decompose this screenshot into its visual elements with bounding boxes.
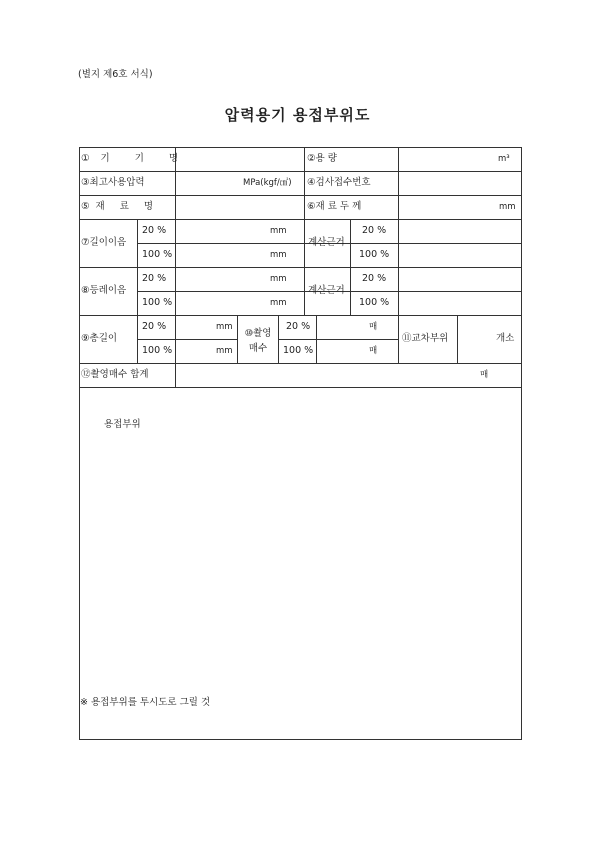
total-length-20-unit: mm bbox=[216, 322, 233, 332]
table-rule bbox=[175, 363, 176, 387]
max-pressure-label: ③최고사용압력 bbox=[81, 177, 145, 188]
table-rule bbox=[79, 147, 522, 148]
page-title: 압력용기 용접부위도 bbox=[224, 106, 371, 124]
longitudinal-joint-label: ⑦길이이음 bbox=[81, 237, 127, 248]
circumferential-100-unit: mm bbox=[270, 298, 287, 308]
total-length-20-label: 20 % bbox=[142, 321, 167, 332]
table-rule bbox=[79, 739, 522, 740]
shots-100-unit: 매 bbox=[369, 346, 378, 356]
material-thickness-unit: mm bbox=[499, 202, 516, 212]
table-rule bbox=[79, 315, 522, 316]
table-rule bbox=[137, 219, 138, 315]
circumferential-calc-20: 20 % bbox=[362, 273, 387, 284]
circumferential-20-label: 20 % bbox=[142, 273, 167, 284]
table-rule bbox=[79, 219, 522, 220]
capacity-unit: m³ bbox=[498, 154, 510, 164]
circumferential-20-unit: mm bbox=[270, 274, 287, 284]
total-shots-label: ⑫촬영매수 합계 bbox=[81, 369, 149, 380]
total-length-100-unit: mm bbox=[216, 346, 233, 356]
shots-20-unit: 매 bbox=[369, 322, 378, 332]
table-rule bbox=[79, 363, 522, 364]
longitudinal-20-unit: mm bbox=[270, 226, 287, 236]
max-pressure-unit: MPa(kgf/㎠) bbox=[243, 178, 292, 188]
table-rule bbox=[304, 219, 305, 315]
circumferential-100-label: 100 % bbox=[142, 297, 173, 308]
total-length-100-label: 100 % bbox=[142, 345, 173, 356]
circumferential-calc-label: 계산근거 bbox=[308, 285, 345, 296]
table-rule bbox=[79, 195, 522, 196]
table-rule bbox=[137, 339, 237, 340]
cross-section-unit: 개소 bbox=[496, 333, 515, 344]
table-rule bbox=[278, 315, 279, 363]
table-rule bbox=[521, 147, 522, 739]
longitudinal-calc-label: 계산근거 bbox=[308, 237, 345, 248]
table-rule bbox=[79, 387, 522, 388]
total-shots-unit: 매 bbox=[480, 370, 489, 380]
inspection-number-label: ④검사접수번호 bbox=[307, 177, 371, 188]
table-rule bbox=[350, 219, 351, 315]
weld-area-label: 용접부위 bbox=[104, 419, 141, 430]
longitudinal-100-label: 100 % bbox=[142, 249, 173, 260]
capacity-label: ②용 량 bbox=[307, 153, 337, 164]
table-rule bbox=[175, 315, 176, 363]
table-rule bbox=[137, 315, 138, 363]
table-rule bbox=[316, 315, 317, 363]
table-rule bbox=[304, 147, 305, 219]
table-rule bbox=[457, 315, 458, 363]
material-thickness-label: ⑥재 료 두 께 bbox=[307, 201, 362, 212]
shots-20-label: 20 % bbox=[286, 321, 311, 332]
table-rule bbox=[278, 339, 398, 340]
longitudinal-20-label: 20 % bbox=[142, 225, 167, 236]
table-rule bbox=[79, 147, 80, 739]
shots-100-label: 100 % bbox=[283, 345, 314, 356]
equipment-name-label: ①기 기 명 bbox=[81, 153, 190, 164]
total-length-label: ⑨총길이 bbox=[81, 333, 118, 344]
table-rule bbox=[398, 315, 399, 363]
table-rule bbox=[398, 219, 399, 315]
longitudinal-calc-20: 20 % bbox=[362, 225, 387, 236]
table-rule bbox=[398, 147, 399, 219]
cross-section-label: ⑪교차부위 bbox=[402, 333, 449, 344]
table-rule bbox=[237, 315, 238, 363]
table-rule bbox=[79, 171, 522, 172]
table-rule bbox=[79, 267, 522, 268]
form-reference: (별지 제6호 서식) bbox=[78, 69, 153, 80]
shots-label: ⑩촬영 매수 bbox=[244, 328, 272, 354]
circumferential-calc-100: 100 % bbox=[359, 297, 390, 308]
drawing-note: ※ 용접부위를 투시도로 그릴 것 bbox=[80, 697, 211, 708]
longitudinal-100-unit: mm bbox=[270, 250, 287, 260]
material-name-label: ⑤재 료 명 bbox=[81, 201, 160, 212]
longitudinal-calc-100: 100 % bbox=[359, 249, 390, 260]
circumferential-joint-label: ⑧등레이음 bbox=[81, 285, 127, 296]
table-rule bbox=[175, 219, 176, 315]
